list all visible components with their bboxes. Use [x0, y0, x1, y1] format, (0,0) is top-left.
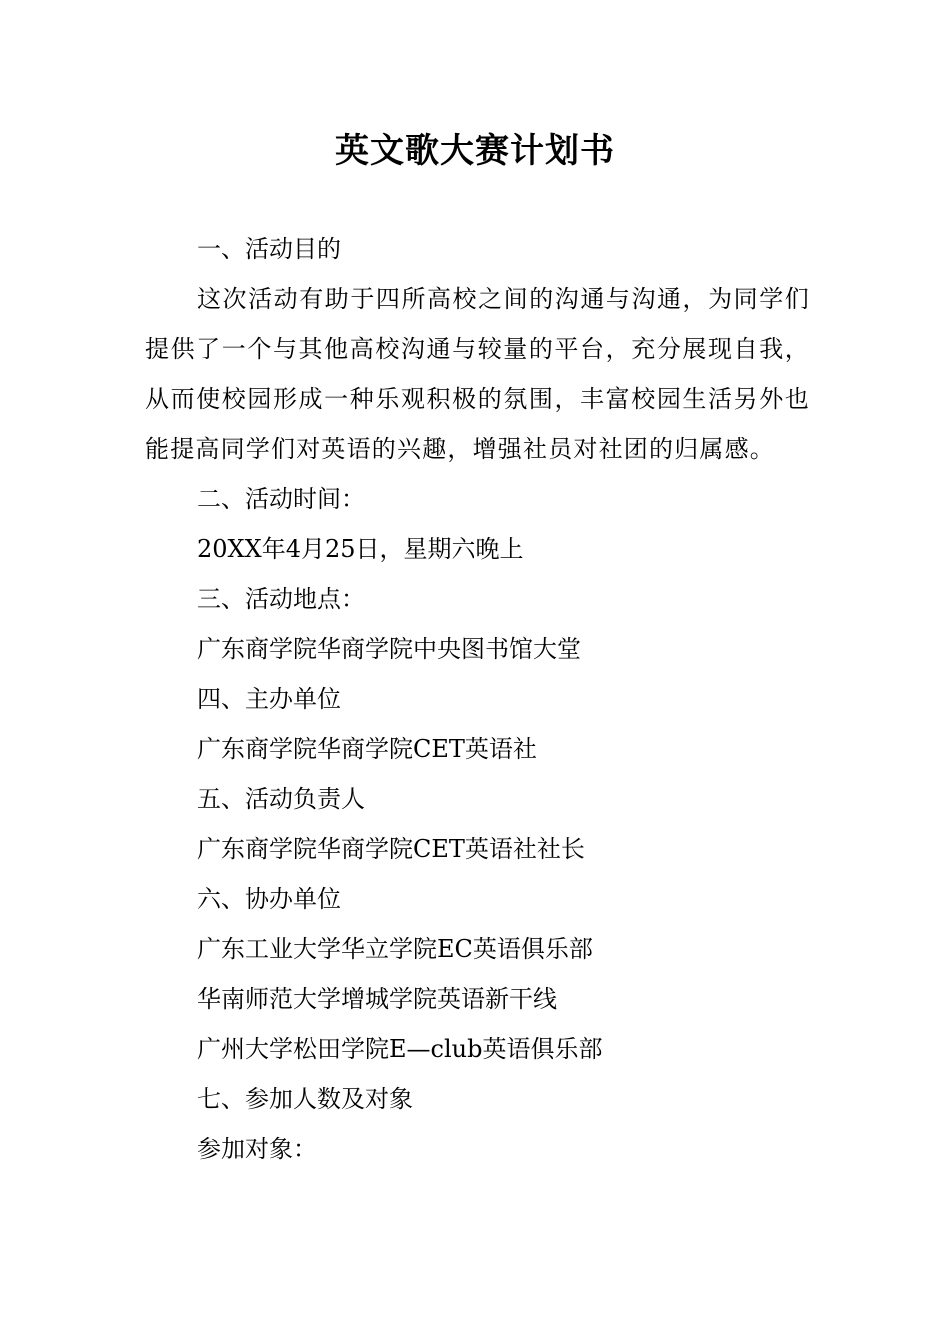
organizer-name: 广东商学院华商学院CET英语社 [197, 735, 537, 763]
event-location: 广东商学院华商学院中央图书馆大堂 [197, 635, 581, 663]
section-heading-co-organizers: 六、协办单位 [197, 885, 341, 913]
section-heading-purpose: 一、活动目的 [197, 235, 341, 263]
section-heading-participants: 七、参加人数及对象 [197, 1085, 413, 1113]
section-heading-organizer: 四、主办单位 [197, 685, 341, 713]
participants-label: 参加对象： [197, 1135, 317, 1163]
section-heading-time: 二、活动时间： [197, 485, 365, 513]
document-title: 英文歌大赛计划书 [335, 131, 615, 171]
document-body [145, 224, 810, 1174]
co-organizer-item: 华南师范大学增城学院英语新干线 [197, 985, 557, 1013]
paragraph-purpose: 这次活动有助于四所高校之间的沟通与沟通，为同学们提供了一个与其他高校沟通与较量的平台，充分展现自我，从而使校园形成一种乐观积极的氛围，丰富校园生活另外也能提高同学们对英语的兴趣，增强社员对社团的归属感。 [145, 285, 810, 463]
responsible-person: 广东商学院华商学院CET英语社社长 [197, 835, 585, 863]
event-time: 20XX年4月25日，星期六晚上 [197, 535, 524, 563]
section-heading-responsible: 五、活动负责人 [197, 785, 365, 813]
co-organizer-item: 广州大学松田学院E—club英语俱乐部 [197, 1035, 603, 1063]
co-organizer-item: 广东工业大学华立学院EC英语俱乐部 [197, 935, 593, 963]
section-heading-location: 三、活动地点： [197, 585, 365, 613]
